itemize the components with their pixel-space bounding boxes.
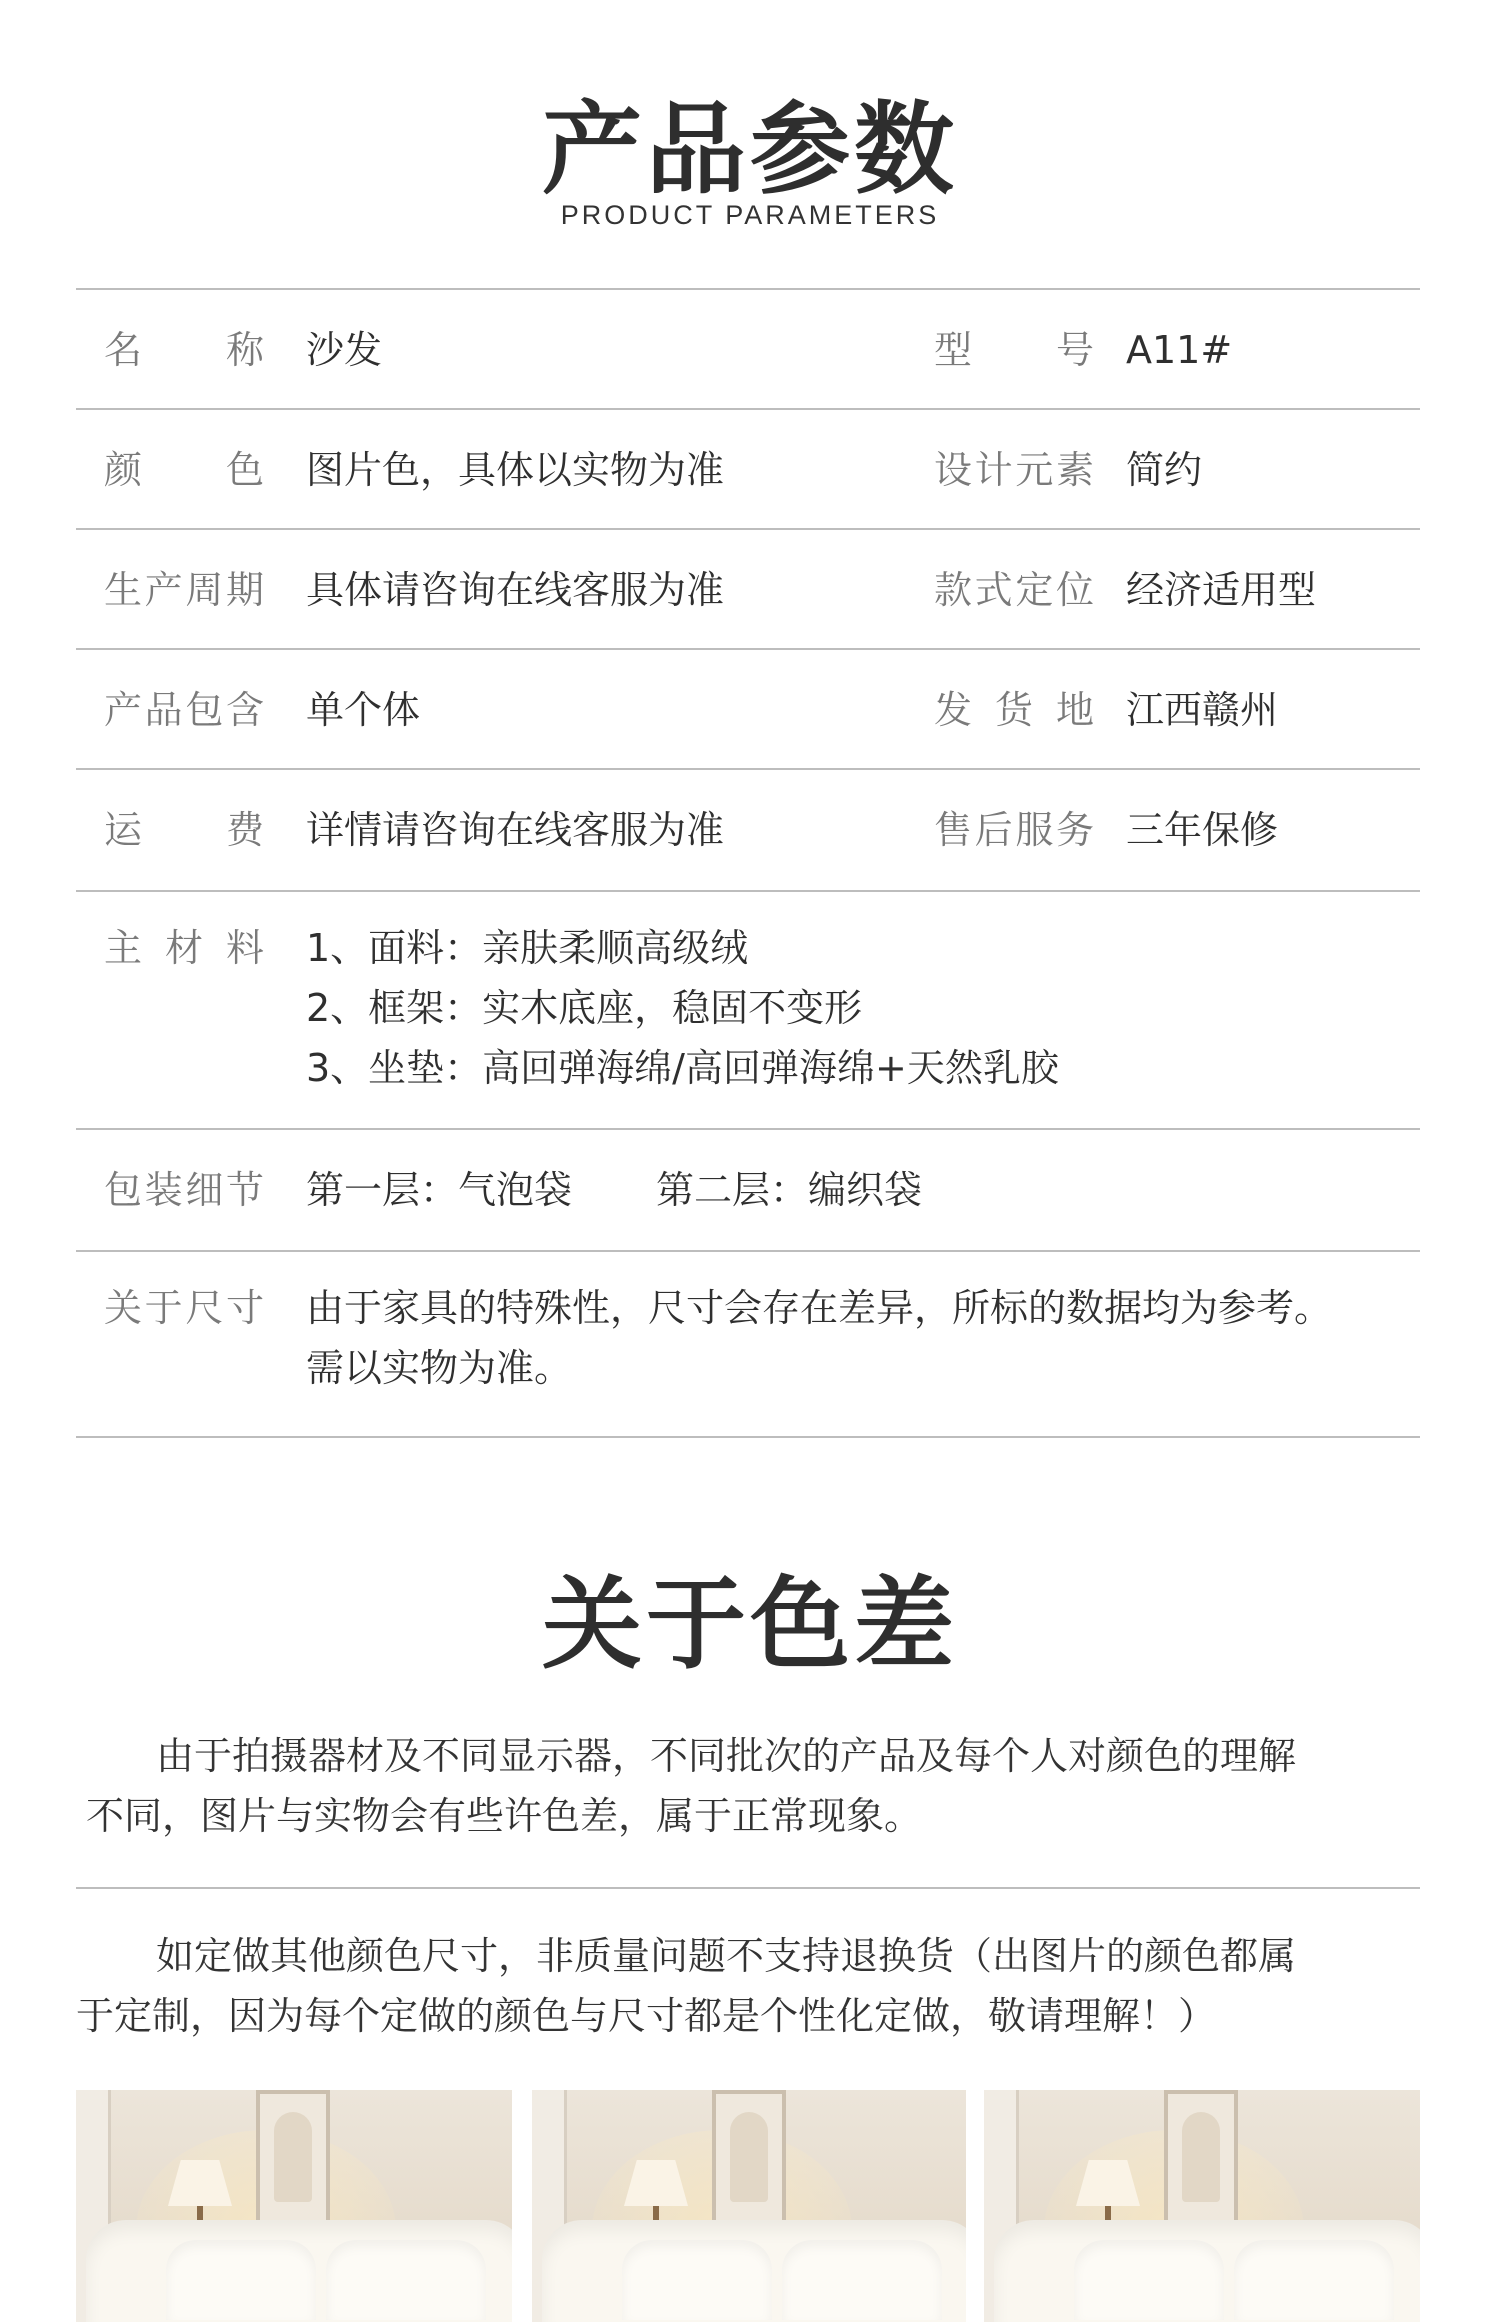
- param-row-contents: [76, 650, 1420, 770]
- param-label: 款式定位: [934, 568, 1094, 612]
- paragraph-line: 如定做其他颜色尺寸，非质量问题不支持退换货（出图片的颜色都属: [156, 1934, 1297, 1978]
- param-value: 简约: [1126, 448, 1203, 492]
- param-label: 发货地: [934, 688, 1094, 732]
- size-note-line: 需以实物为准。: [306, 1346, 573, 1390]
- parameter-table: [76, 288, 1420, 1438]
- size-note: [306, 1278, 1332, 1398]
- param-label: 型号: [934, 328, 1094, 372]
- param-value: 图片色，具体以实物为准: [306, 448, 725, 492]
- size-note-line: 由于家具的特殊性，尺寸会存在差异，所标的数据均为参考。: [306, 1286, 1333, 1330]
- param-label: 生产周期: [104, 568, 264, 612]
- param-label: 售后服务: [934, 808, 1094, 852]
- paragraph-line: 不同，图片与实物会有些许色差，属于正常现象。: [86, 1794, 923, 1838]
- param-value: 三年保修: [1126, 808, 1279, 852]
- sofa-photo: [76, 2090, 512, 2322]
- sofa-photo: [532, 2090, 966, 2322]
- param-row-size: [76, 1252, 1420, 1438]
- param-label: 设计元素: [934, 448, 1094, 492]
- param-value: A11#: [1126, 328, 1233, 372]
- sofa-photo: [984, 2090, 1420, 2322]
- param-value: 经济适用型: [1126, 568, 1317, 612]
- custom-order-paragraph: [76, 1926, 1426, 2046]
- param-value: 具体请咨询在线客服为准: [306, 568, 725, 612]
- param-row-packaging: [76, 1130, 1420, 1252]
- param-row-color: [76, 410, 1420, 530]
- page-title: 产品参数: [542, 91, 958, 208]
- param-row-materials: [76, 892, 1420, 1130]
- param-label: 运费: [104, 808, 264, 852]
- param-row-shipping: [76, 770, 1420, 892]
- param-value: 详情请咨询在线客服为准: [306, 808, 725, 852]
- param-row-name: [76, 290, 1420, 410]
- param-label: 包装细节: [104, 1168, 264, 1212]
- materials-line: 3、坐垫：高回弹海绵/高回弹海绵+天然乳胶: [306, 1046, 1059, 1090]
- section-divider: [76, 1887, 1420, 1889]
- param-row-production: [76, 530, 1420, 650]
- param-value: 江西赣州: [1126, 688, 1279, 732]
- param-value: 沙发: [306, 328, 383, 372]
- packaging-layer-1: 第一层：气泡袋: [306, 1168, 573, 1212]
- materials-line: 1、面料：亲肤柔顺高级绒: [306, 926, 749, 970]
- color-difference-title: 关于色差: [542, 1566, 958, 1683]
- param-label: 颜色: [104, 448, 264, 492]
- paragraph-line: 于定制，因为每个定做的颜色与尺寸都是个性化定做，敬请理解！）: [76, 1994, 1217, 2038]
- packaging-layer-2: 第二层：编织袋: [656, 1168, 923, 1212]
- param-value: 单个体: [306, 688, 421, 732]
- param-label: 关于尺寸: [104, 1286, 264, 1330]
- paragraph-line: 由于拍摄器材及不同显示器，不同批次的产品及每个人对颜色的理解: [156, 1734, 1297, 1778]
- param-label: 产品包含: [104, 688, 264, 732]
- param-label: 主材料: [104, 926, 264, 970]
- materials-line: 2、框架：实木底座，稳固不变形: [306, 986, 863, 1030]
- color-difference-paragraph: [76, 1726, 1426, 1846]
- page-subtitle: PRODUCT PARAMETERS: [560, 200, 940, 230]
- param-label: 名称: [104, 328, 264, 372]
- materials-list: [306, 918, 1059, 1098]
